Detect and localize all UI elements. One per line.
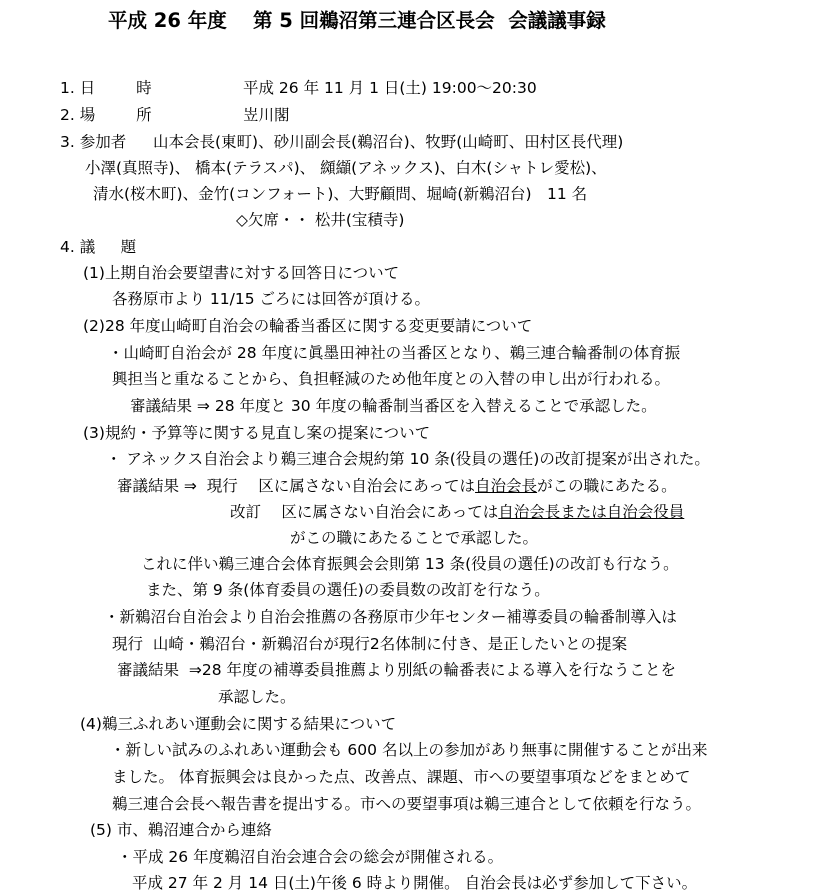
agenda-text: 鵜三連合会長へ報告書を提出する。市への要望事項は鵜三連合として依頼を行なう。 [112,795,702,813]
agenda-heading-1: (1)上期自治会要望書に対する回答日について [83,264,400,282]
agenda-heading-3: (3)規約・予算等に関する見直し案の提案について [83,424,431,442]
place-label: 2. 場 所 [60,106,152,124]
agenda-text: 承認した。 [218,688,296,706]
agenda-text: 各務原市より 11/15 ごろには回答が頂ける。 [112,290,431,308]
attendees-line: 小澤(真照寺)、 橋本(テラスパ)、 纐纈(アネックス)、白木(シャトレ愛松)、 [85,159,607,177]
absent-note: ◇欠席・・ 松井(宝積寺) [236,211,405,229]
agenda-heading-4: (4)鵜三ふれあい運動会に関する結果について [80,715,397,733]
agenda-text: 審議結果 ⇒ 現行 区に属さない自治会にあっては [117,477,476,495]
agenda-text: ・平成 26 年度鵜沼自治会連合会の総会が開催される。 [117,848,504,866]
agenda-text: がこの職にあたる。 [537,477,677,495]
agenda-result: 審議結果 ⇒28 年度の補導委員推薦より別紙の輪番表による導入を行なうことを [117,661,676,679]
agenda-text: ました。 体育振興会は良かった点、改善点、課題、市への要望事項などをまとめて [112,768,691,786]
agenda-heading-5: (5) 市、鵜沼連合から連絡 [90,821,272,839]
agenda-text: ・新鵜沼台自治会より自治会推薦の各務原市少年センター補導委員の輪番制導入は [104,608,677,626]
agenda-text: がこの職にあたることで承認した。 [290,529,539,547]
agenda-text: 興担当と重なることから、負担軽減のため他年度との入替の申し出が行われる。 [112,370,671,388]
date-label: 1. 日 時 [60,79,152,97]
agenda-text: これに伴い鵜三連合会体育振興会会則第 13 条(役員の選任)の改訂も行なう。 [141,555,679,573]
date-value: 平成 26 年 11 月 1 日(土) 19:00～20:30 [243,79,537,97]
underlined-term: 自治会長または自治会役員 [498,503,685,521]
agenda-text: 現行 山崎・鵜沼台・新鵜沼台が現行2名体制に付き、是正したいとの提案 [112,635,628,653]
document-title: 平成 26 年度 第 5 回鵜沼第三連合区長会 会議議事録 [108,9,606,32]
agenda-label: 4. 議 題 [60,238,137,256]
agenda-result [117,476,677,496]
agenda-revision [230,502,684,522]
underlined-term: 自治会長 [475,477,538,495]
agenda-text: 改訂 区に属さない自治会にあっては [230,503,499,521]
attendees-line: 山本会長(東町)、砂川副会長(鵜沼台)、牧野(山崎町、田村区長代理) [153,133,624,151]
agenda-heading-2: (2)28 年度山崎町自治会の輪番当番区に関する変更要請について [83,317,533,335]
agenda-text: ・山崎町自治会が 28 年度に眞墨田神社の当番区となり、鵜三連合輪番制の体育振 [108,344,681,362]
agenda-text: ・ アネックス自治会より鵜三連合会規約第 10 条(役員の選任)の改訂提案が出された。 [106,450,710,468]
agenda-text: また、第 9 条(体育委員の選任)の委員数の改訂を行なう。 [146,581,550,599]
agenda-text: ・新しい試みのふれあい運動会も 600 名以上の参加があり無事に開催することが出来 [110,741,708,759]
attendees-line: 清水(桜木町)、金竹(コンフォート)、大野顧問、堀崎(新鵜沼台) 11 名 [93,185,588,203]
agenda-result: 審議結果 ⇒ 28 年度と 30 年度の輪番制当番区を入替えることで承認した。 [130,397,657,415]
place-value: 岦川閣 [243,106,290,124]
attendees-label: 3. 参加者 [60,133,127,151]
agenda-text: 平成 27 年 2 月 14 日(土)午後 6 時より開催。 自治会長は必ず参加して下さい。 [132,874,698,892]
